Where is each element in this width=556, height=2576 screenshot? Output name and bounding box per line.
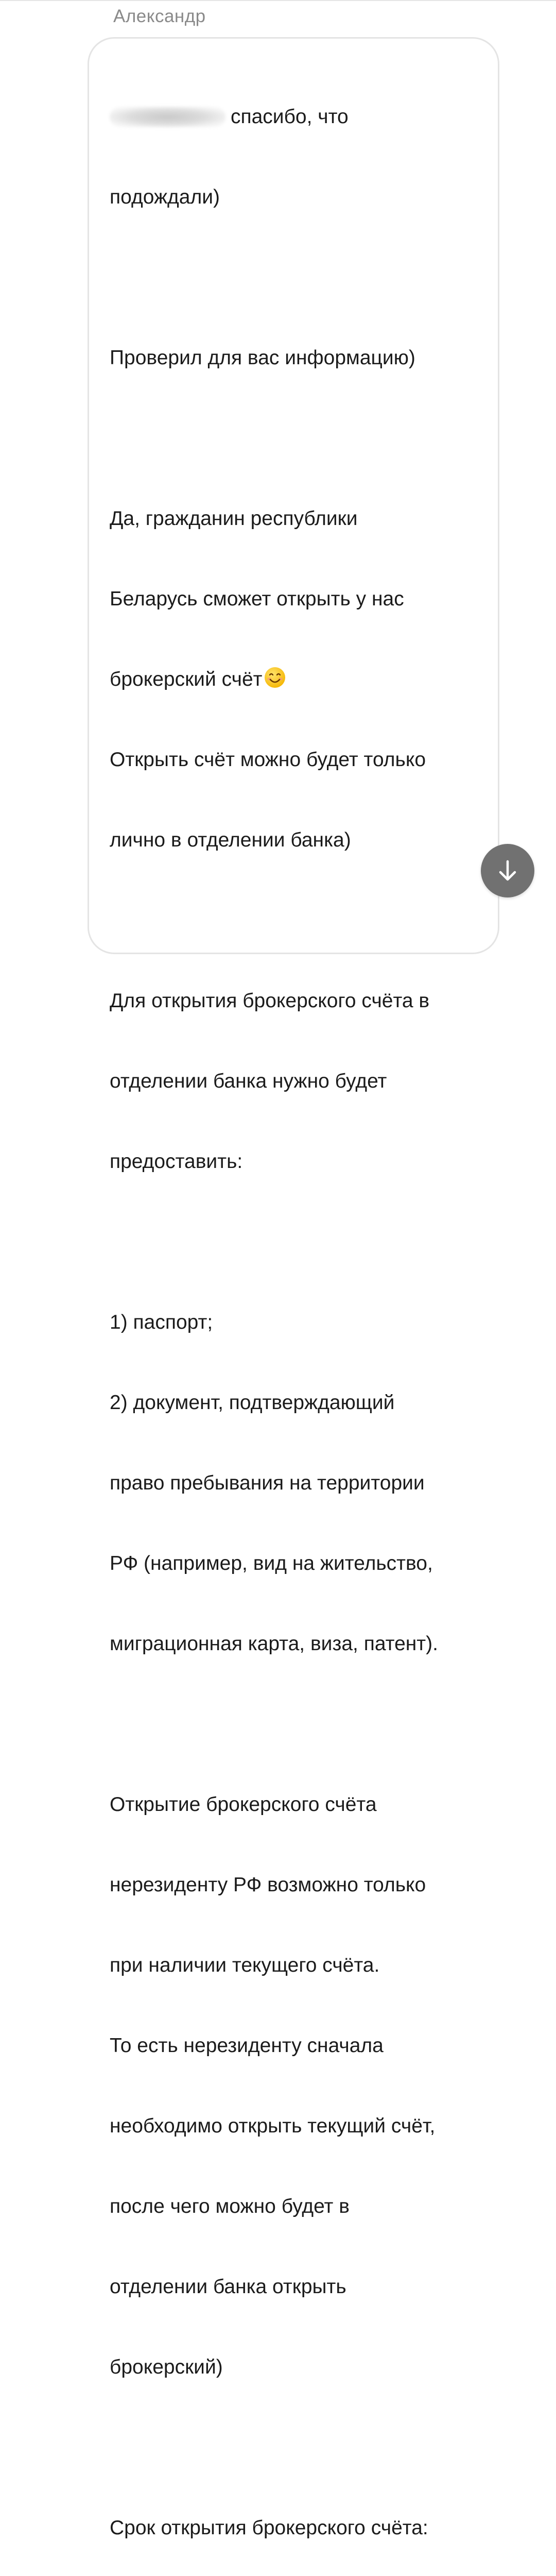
sender-name: Александр xyxy=(113,6,206,26)
message-line: право пребывания на территории xyxy=(110,1472,425,1494)
message-line: Проверил для вас информацию) xyxy=(110,347,415,369)
message-line: спасибо, что xyxy=(110,104,477,130)
message-blank-line xyxy=(110,1711,477,1738)
message-line: 1) паспорт; xyxy=(110,1311,213,1333)
message-line: Срок открытия брокерского счёта: xyxy=(110,2517,428,2539)
message-line: отделении банка нужно будет xyxy=(110,1070,387,1092)
message-line: миграционная карта, виза, патент). xyxy=(110,1633,438,1655)
message-blank-line xyxy=(110,1229,477,1256)
message-line: брокерский счёт xyxy=(110,666,477,693)
message-line: Для открытия брокерского счёта в xyxy=(110,990,430,1012)
message-line: Да, гражданин республики xyxy=(110,507,358,530)
message-line: брокерский) xyxy=(110,2356,223,2378)
redacted-name-blur xyxy=(110,107,225,127)
message-blank-line xyxy=(110,2434,477,2461)
message-line: подождали) xyxy=(110,186,220,208)
message-line: необходимо открыть текущий счёт, xyxy=(110,2115,436,2137)
message-line: РФ (например, вид на жительство, xyxy=(110,1552,433,1574)
arrow-down-icon xyxy=(497,859,518,882)
message-line: Открыть счёт можно будет только xyxy=(110,749,426,771)
scroll-to-bottom-button[interactable] xyxy=(481,844,534,897)
top-divider xyxy=(0,0,556,1)
message-blank-line xyxy=(110,425,477,452)
message-line: после чего можно будет в xyxy=(110,2195,350,2217)
message-line: Открытие брокерского счёта xyxy=(110,1793,377,1816)
message-line: Беларусь сможет открыть у нас xyxy=(110,588,404,610)
message-line: предоставить: xyxy=(110,1150,243,1173)
message-blank-line xyxy=(110,264,477,291)
message-line: нерезиденту РФ возможно только xyxy=(110,1874,426,1896)
message-line: при наличии текущего счёта. xyxy=(110,1954,380,1976)
message-bubble[interactable] xyxy=(88,37,499,2539)
message-line: лично в отделении банка) xyxy=(110,829,351,851)
message-blank-line xyxy=(110,907,477,934)
message-line: То есть нерезиденту сначала xyxy=(110,2035,384,2057)
message-text xyxy=(110,50,477,2576)
smiling-face-emoji-icon xyxy=(264,666,286,689)
message-line: отделении банка открыть xyxy=(110,2276,346,2298)
message-line: 2) документ, подтверждающий xyxy=(110,1392,395,1414)
